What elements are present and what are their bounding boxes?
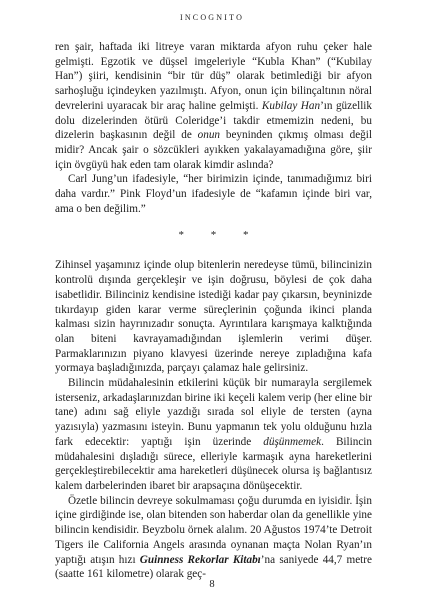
- section-break-star: *: [243, 229, 249, 242]
- italic-text: onun: [197, 129, 221, 142]
- italic-text: Kubilay Han: [261, 99, 321, 112]
- text-run: Zihinsel yaşamınız içinde olup bitenlerin neredeyse tümü, bilincinizin kontrolü dışında gerçekleşir ve işin doğrusu, böylesi de çok daha isabetlidir. Bilinciniz kendisine istediği kadar pay çıkarsın, beyninizde tıkırdayıp giden karar verme süreçlerinin çoğunda ikinci planda kalması sizin hayrınızadır sonuçta. Ayrıntılara karışmaya kalktığında olan biteni kavrayamadığından işlemlerin verimi düşer. Parmaklarınızın piyano klavyesi üzerinde nereye zıpladığına kafa yormaya başladığınızda, parçayı çalamaz hale gelirsiniz.: [55, 259, 372, 375]
- text-run: beyninden çıkmış olması değil midir? Ancak şair o sözcükleri ayıkken yakalayamadığına göre, şiir için övgüyü hak eden tam olarak kimdir aslında?: [55, 129, 372, 171]
- body-text: [55, 40, 372, 582]
- paragraph: [55, 172, 372, 216]
- text-block-top: [55, 40, 372, 216]
- text-run: ’ın güzellik dolu dizelerinden ötürü Coleridge’i takdir etmemizin nedeni, bu dizelerin başkasının değil de: [55, 99, 372, 142]
- text-run: Özetle bilincin devreye sokulmaması çoğu durumda en iyisidir. İşin içine girdiğinde ise, olan bitenden son haberdar olan da genellikle yine bilincin kendisidir. Beyzbolu örnek alalım. 20 Ağustos 1974’te Detroit Tigers ile California Angels arasında oynanan maçta Nolan Ryan’ın yaptığı atışın hızı: [55, 494, 372, 566]
- paragraph: [55, 494, 372, 582]
- page-number: 8: [209, 579, 215, 590]
- text-run: Carl Jung’un ifadesiyle, “her birimizin içinde, tanımadığımız biri daha vardır.” Pink Floyd’un ifadesiyle de “kafamın içinde biri var, ama o ben değilim.”: [55, 173, 372, 215]
- section-break-star: *: [210, 229, 217, 242]
- paragraph: [55, 376, 372, 494]
- text-run: . Bilincin müdahalesini dışladığı sürece, elleriyle karmaşık ayna hareketlerini gerçekleştirebilecektir ama hareketleri düşünecek olursa iş bağlantısız kalem darbelerinden ibaret bir arapsaçına dönüşecektir.: [55, 435, 372, 492]
- bold-italic-title: Guinness Rekorlar Kitabı: [139, 553, 261, 566]
- text-run: ren şair, haftada iki litreye varan miktarda afyon ruhu çeker hale gelmişti. Egzotik ve düşsel imgeleriyle “Kubla Khan” (“Kubilay Han”) şiiri, kendisinin “bir tür düş” olarak betimlediği bir afyon sarhoşluğu içindeyken yazılmıştı. Afyon, onun için bilinçaltının nöral devrelerini uyaracak bir araç haline gelmişti.: [55, 41, 372, 112]
- text-run: Bilincin müdahalesinin etkilerini küçük bir numarayla sergilemek isterseniz, arkadaşlarınızdan birine iki keçeli kalem verip (her eline bir tane) adını sağ eliyle yazdığı sırada sol eliyle de tersten (ayna yazısıyla) yazmasını isteyin. Bunu yapmanın tek yolu olduğunu hızla fark edecektir: yaptığı işin üzerinde: [55, 377, 372, 448]
- text-block-bottom: [55, 258, 372, 581]
- section-break: [55, 224, 372, 246]
- paragraph: [55, 40, 372, 172]
- paragraph: [55, 258, 372, 376]
- italic-text: düşünmemek: [263, 435, 322, 448]
- running-head: INCOGNITO: [179, 13, 245, 22]
- section-break-star: *: [178, 229, 184, 242]
- text-run: ’na saniyede 44,7 metre (saatte 161 kilometre) olarak geç-: [55, 553, 372, 581]
